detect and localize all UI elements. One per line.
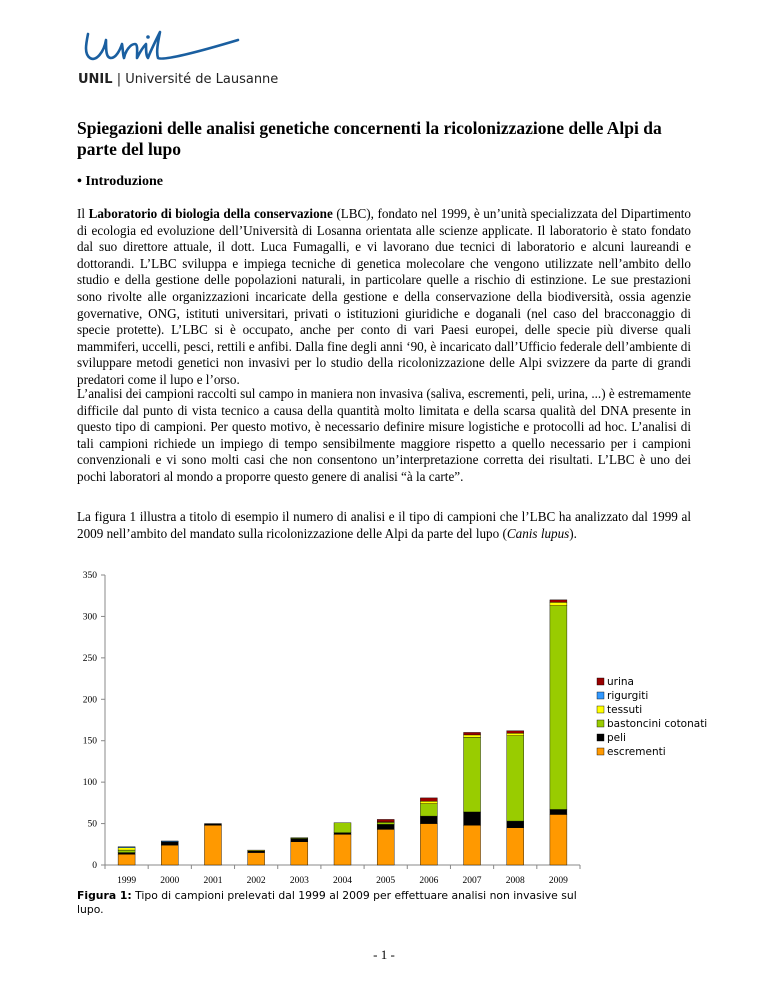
paragraph-lead: Il — [77, 206, 89, 221]
y-tick-label: 250 — [82, 653, 97, 664]
bar-segment — [550, 606, 567, 810]
bar-segment — [334, 834, 351, 865]
page-number: - 1 - — [373, 947, 395, 962]
logo-org-short: UNIL — [78, 72, 113, 87]
bar-segment — [420, 798, 437, 801]
bar-segment — [291, 838, 308, 839]
caption-label: Figura 1: — [77, 889, 132, 902]
bar-segment — [464, 735, 481, 737]
legend-swatch — [597, 692, 604, 699]
bar-segment — [420, 801, 437, 803]
paragraph-figure-intro — [77, 509, 691, 542]
x-tick-label: 2003 — [289, 876, 309, 886]
document-title: Spiegazioni delle analisi genetiche concernenti la ricolonizzazione delle Alpi da parte del lupo — [77, 118, 662, 159]
bar-segment — [334, 823, 351, 833]
x-tick-label: 2001 — [203, 876, 223, 886]
bar-segment — [118, 847, 135, 848]
bar-segment — [118, 850, 135, 852]
y-tick-label: 50 — [87, 819, 97, 830]
y-tick-label: 150 — [82, 736, 97, 747]
caption-text: Tipo di campioni prelevati dal 1999 al 2009 per effettuare analisi non invasive sul lupo. — [77, 889, 577, 916]
logo-separator: | — [116, 72, 122, 87]
bar-segment — [507, 731, 524, 733]
bar-segment — [507, 821, 524, 828]
bar-segment — [507, 828, 524, 865]
unil-logo — [78, 28, 278, 90]
legend-swatch — [597, 706, 604, 713]
legend-swatch — [597, 748, 604, 755]
x-tick-label: 2004 — [333, 876, 352, 886]
bar-segment — [377, 823, 394, 825]
bar-segment — [550, 600, 567, 602]
bar-segment — [291, 842, 308, 865]
x-tick-label: 2007 — [462, 876, 482, 886]
y-tick-label: 350 — [82, 571, 97, 581]
bar-segment — [377, 824, 394, 829]
paragraph-body: (LBC), fondato nel 1999, è un’unità specializzata del Dipartimento di ecologia ed evoluzione dell’Università di Losanna orientata alle scienze applicate. Il laboratorio è stato fondato dal suo direttore attuale, il dott. Luca Fumagalli, e vi lavorano due tecnici di laboratorio e alcuni laureandi e dottorandi. L’LBC sviluppa e impiega tecniche di genetica molecolare che vengono utilizzate nell’ambito dello studio e della gestione delle popolazioni naturali, in particolare quelle a rischio di estinzione. Le sue prestazioni sono rivolte alle organizzazioni incaricate della gestione e della conservazione della biodiversità, ossia agenzie governative, ONG, istituti universitari, privati o istituzioni giuridiche e doganali (nel caso del bracconaggio di specie protette). L’LBC si è occupato, anche per conto di vari Paesi europei, delle specie più diverse quali mammiferi, uccelli, pesci, rettili e anfibi. Dalla fine degli anni ‘90, è incaricato dall’Ufficio federale dell’ambiente di sviluppare metodi genetici non invasivi per lo studio della ricolonizzazione delle Alpi svizzere da parte di grandi predatori come il lupo e l’orso. — [77, 206, 692, 387]
bar-segment — [464, 812, 481, 825]
paragraph-analysis: L’analisi dei campioni raccolti sul campo in maniera non invasiva (saliva, escrementi, peli, urina, ...) è estremamente difficile dal punto di vista tecnico a causa della quantità molto limitata e della scarsa qualità del DNA presente in questo tipo di campioni. Per questo motivo, è necessario definire misure logistiche e protocolli ad hoc. L’analisi di tali campioni richiede un impiego di tempo sensibilmente maggiore rispetto a quello necessario per i campioni convenzionali e vi sono molti casi che non consentono un’interpretazione corretta dei risultati. L’LBC è uno dei pochi laboratori al mondo a proporre questo genere di analisi “à la carte”. — [77, 386, 691, 484]
unil-wordmark-logo — [78, 28, 278, 72]
paragraph-lbc — [77, 206, 691, 389]
bar-segment — [118, 848, 135, 850]
figure-caption — [77, 889, 597, 917]
bar-segment — [248, 853, 265, 865]
bar-segment — [507, 733, 524, 735]
bar-segment — [161, 842, 178, 845]
y-tick-label: 100 — [82, 778, 97, 789]
legend-swatch — [597, 678, 604, 685]
y-tick-label: 0 — [92, 861, 97, 871]
x-tick-label: 1999 — [117, 876, 137, 886]
bar-segment — [291, 838, 308, 841]
heading-text: Introduzione — [85, 174, 163, 189]
stacked-bar-chart — [70, 565, 720, 895]
bar-segment — [334, 833, 351, 835]
x-tick-label: 2009 — [548, 876, 568, 886]
bar-segment — [550, 814, 567, 865]
legend-swatch — [597, 734, 604, 741]
bar-segment — [161, 841, 178, 842]
bar-segment — [118, 853, 135, 855]
bar-segment — [118, 854, 135, 865]
x-tick-label: 2005 — [376, 876, 396, 886]
paragraph3-text: La figura 1 illustra a titolo di esempio il numero di analisi e il tipo di campioni che l’LBC ha analizzato dal 1999 al 2009 nell’ambito del mandato sulla ricolonizzazione delle Alpi da parte del lupo ( — [77, 509, 691, 541]
bar-segment — [161, 845, 178, 865]
bar-segment — [248, 850, 265, 851]
bar-segment — [464, 737, 481, 812]
bar-segment — [420, 816, 437, 823]
logo-org-name: Université de Lausanne — [125, 72, 279, 87]
paragraph3-end: ). — [569, 525, 577, 541]
legend-label: peli — [607, 732, 626, 744]
bar-segment — [464, 825, 481, 865]
section-heading — [77, 174, 163, 190]
y-tick-label: 200 — [82, 695, 97, 706]
y-tick-label: 300 — [82, 612, 97, 623]
bar-segment — [204, 824, 221, 826]
legend-swatch — [597, 720, 604, 727]
x-tick-label: 2008 — [505, 876, 525, 886]
legend-label: tessuti — [607, 704, 643, 716]
bar-segment — [420, 804, 437, 816]
legend-label: rigurgiti — [607, 690, 649, 702]
bar-segment — [420, 824, 437, 865]
x-tick-label: 2002 — [246, 876, 266, 886]
x-tick-label: 2000 — [160, 876, 180, 886]
species-name: Canis lupus — [506, 525, 570, 541]
lab-name: Laboratorio di biologia della conservazione — [88, 206, 333, 221]
bar-segment — [377, 829, 394, 865]
bar-segment — [464, 732, 481, 734]
bar-segment — [550, 809, 567, 814]
bar-segment — [550, 602, 567, 605]
legend-label: escrementi — [607, 746, 666, 758]
logo-caption — [78, 72, 278, 87]
bar-segment — [204, 825, 221, 865]
heading-bullet: • — [77, 174, 82, 189]
x-tick-label: 2006 — [419, 876, 439, 886]
legend-label: bastoncini cotonati — [607, 718, 708, 730]
bar-segment — [377, 819, 394, 821]
legend-label: urina — [607, 676, 634, 688]
bar-segment — [248, 851, 265, 853]
bar-segment — [507, 736, 524, 821]
